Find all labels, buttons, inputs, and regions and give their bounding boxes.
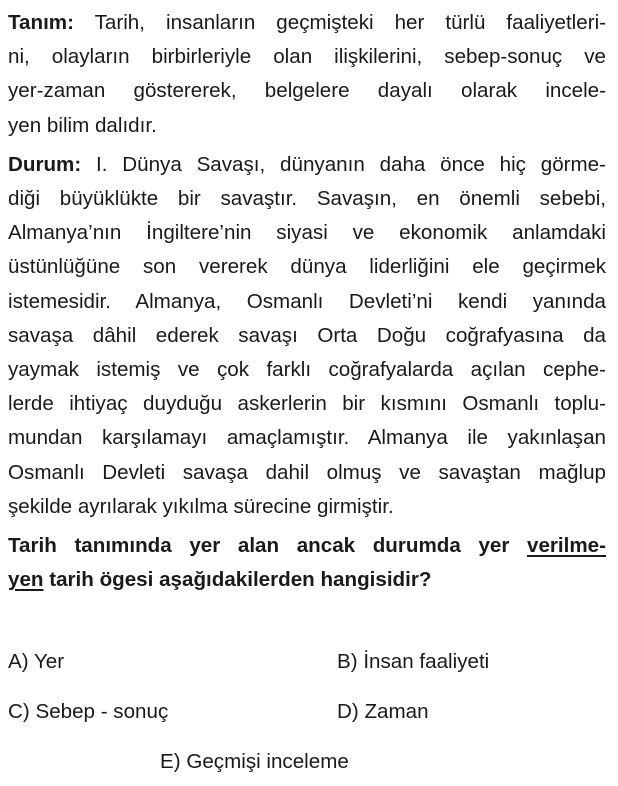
definition-paragraph bbox=[8, 6, 606, 143]
definition-line: Tanım: Tarih, insanların geçmişteki her türlü faaliyetleri- bbox=[8, 11, 606, 34]
definition-line: ni, olayların birbirleriyle olan ilişkilerini, sebep-sonuç ve bbox=[8, 45, 606, 69]
situation-line: yaymak istemiş ve çok farklı coğrafyalarda açılan cephe- bbox=[8, 358, 606, 382]
underlined-word: verilme- bbox=[527, 534, 606, 558]
option-c[interactable]: C) Sebep - sonuç bbox=[8, 700, 169, 723]
definition-label: Tanım: bbox=[8, 11, 74, 34]
option-d[interactable]: D) Zaman bbox=[337, 700, 429, 723]
situation-paragraph bbox=[8, 148, 606, 524]
situation-label: Durum: bbox=[8, 152, 82, 176]
situation-line: mundan karşılamayı amaçlamıştır. Almanya ile yakınlaşan bbox=[8, 426, 606, 450]
question-line: yen tarih ögesi aşağıdakilerden hangisidir? bbox=[8, 568, 432, 592]
situation-line: şekilde ayrılarak yıkılma sürecine girmiştir. bbox=[8, 494, 394, 518]
underlined-word: yen bbox=[8, 568, 44, 592]
definition-line: yen bilim dalıdır. bbox=[8, 113, 157, 137]
situation-line: lerde ihtiyaç duyduğu askerlerin bir kısmını Osmanlı toplu- bbox=[8, 392, 606, 416]
situation-line: Durum: I. Dünya Savaşı, dünyanın daha önce hiç görme- bbox=[8, 152, 606, 176]
option-e[interactable]: E) Geçmişi inceleme bbox=[160, 750, 349, 773]
option-a[interactable]: A) Yer bbox=[8, 650, 65, 673]
situation-line: istemesidir. Almanya, Osmanlı Devleti’ni kendi yanında bbox=[8, 289, 606, 313]
question-line: Tarih tanımında yer alan ancak durumda yer verilme- bbox=[8, 534, 606, 558]
question-page bbox=[8, 6, 606, 597]
question-stem bbox=[8, 529, 606, 597]
definition-line: yer-zaman göstererek, belgelere dayalı olarak incele- bbox=[8, 79, 606, 103]
situation-line: diği büyüklükte bir savaştır. Savaşın, en önemli sebebi, bbox=[8, 187, 606, 211]
option-b[interactable]: B) İnsan faaliyeti bbox=[337, 650, 490, 673]
situation-line: Almanya’nın İngiltere’nin siyasi ve ekonomik anlamdaki bbox=[8, 221, 606, 245]
situation-line: Osmanlı Devleti savaşa dahil olmuş ve savaştan mağlup bbox=[8, 460, 606, 484]
situation-line: üstünlüğüne son vererek dünya liderliğini ele geçirmek bbox=[8, 255, 606, 279]
situation-line: savaşa dâhil ederek savaşı Orta Doğu coğrafyasına da bbox=[8, 323, 606, 347]
